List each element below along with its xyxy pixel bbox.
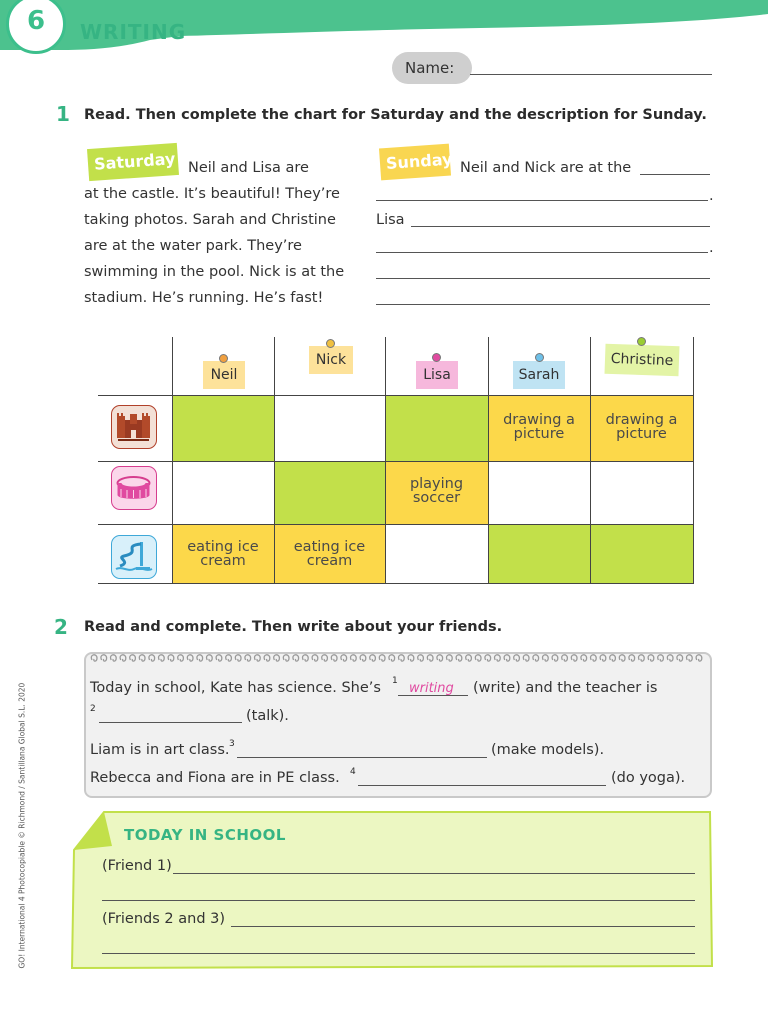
spiral-binding [88,652,708,664]
grid-line [98,583,694,584]
exercise-2-instruction: Read and complete. Then write about your friends. [84,619,503,635]
grid-line [693,337,694,584]
pin-icon [219,354,228,363]
footnote-1: 1 [392,676,398,686]
grid-line [488,337,489,584]
chart-text-waterpark-nick: eating ice cream [293,539,366,569]
friends-2-3-label: (Friends 2 and 3) [102,911,226,927]
pin-icon [326,339,335,348]
sunday-line-1: Neil and Nick are at the [460,160,632,176]
friend-1-label: (Friend 1) [102,858,172,874]
saturday-tag: Saturday [87,143,179,181]
saturday-line-2: at the castle. It’s beautiful! They’re [84,186,340,202]
ex2-answer-1: writing [409,681,454,696]
pin-icon [637,337,646,346]
grid-line [172,337,173,584]
footnote-3: 3 [229,739,235,749]
name-note-christine: Christine [604,344,679,377]
exercise-1-instruction: Read. Then complete the chart for Saturday and the description for Sunday. [84,107,707,123]
chart-cell-castle-nick[interactable] [274,395,385,461]
sunday-period-2: . [709,240,714,256]
chart-cell-stadium-nick[interactable] [274,461,385,524]
footnote-4: 4 [350,767,356,777]
chart-cell-stadium-sarah[interactable] [488,461,590,524]
exercise-1-number: 1 [56,102,70,126]
saturday-line-3: taking photos. Sarah and Christine [84,212,336,228]
ex2-blank-2[interactable] [99,722,242,723]
saturday-line-6: stadium. He’s running. He’s fast! [84,290,324,306]
copyright-credit: GO! International 4 Photocopiable © Richmond / Santillana Global S.L. 2020 [17,682,27,969]
saturday-line-1: Neil and Lisa are [188,160,309,176]
today-in-school-title: TODAY IN SCHOOL [124,826,286,844]
chart-text-castle-sarah: drawing a picture [503,412,575,442]
saturday-line-5: swimming in the pool. Nick is at the [84,264,345,280]
water-park-icon [111,535,157,579]
name-note-sarah: Sarah [513,361,565,389]
chart-cell-castle-neil[interactable] [172,395,274,461]
grid-line [98,524,694,525]
ex2-line-2-end: (talk). [246,708,289,724]
grid-line [590,337,591,584]
ex2-line-1-start: Today in school, Kate has science. She’s [90,680,381,696]
ex2-line-1-end: (write) and the teacher is [473,680,658,696]
ex2-line-4-start: Rebecca and Fiona are in PE class. [90,770,340,786]
chart-text-waterpark-neil: eating ice cream [187,539,259,569]
chart-cell-waterpark-sarah[interactable] [488,524,590,583]
grid-line [385,337,386,584]
sunday-period-1: . [709,188,714,204]
friend-1-line[interactable] [173,873,695,874]
stadium-icon [111,466,157,510]
section-title: WRITING [80,20,187,44]
ex2-line-3-start: Liam is in art class. [90,742,230,758]
chart-cell-waterpark-christine[interactable] [590,524,693,583]
chart-cell-stadium-christine[interactable] [590,461,693,524]
sunday-tag: Sunday [379,144,451,181]
friends-2-3-line-2[interactable] [102,953,695,954]
name-note-lisa: Lisa [416,361,458,389]
name-label: Name: [405,59,455,77]
castle-icon [111,405,157,449]
pin-icon [432,353,441,362]
ex2-line-3-end: (make models). [491,742,605,758]
friends-2-3-line[interactable] [231,926,695,927]
name-note-neil: Neil [203,361,245,389]
chart-text-stadium-lisa: playing soccer [409,476,464,506]
grid-line [98,395,694,396]
chart-text-castle-christine: drawing a picture [605,412,678,442]
saturday-line-4: are at the water park. They’re [84,238,302,254]
chart-cell-waterpark-lisa[interactable] [385,524,488,583]
sunday-lisa-label: Lisa [376,212,405,228]
chart-cell-stadium-neil[interactable] [172,461,274,524]
name-note-nick: Nick [309,346,353,374]
friend-1-line-2[interactable] [102,900,695,901]
grid-line [98,461,694,462]
ex2-blank-3[interactable] [237,757,487,758]
ex2-blank-4[interactable] [358,785,606,786]
grid-line [274,337,275,584]
exercise-2-number: 2 [54,615,68,639]
unit-number: 6 [26,6,46,36]
footnote-2: 2 [90,704,96,714]
chart-cell-castle-lisa[interactable] [385,395,488,461]
pin-icon [535,353,544,362]
ex2-line-4-end: (do yoga). [611,770,686,786]
